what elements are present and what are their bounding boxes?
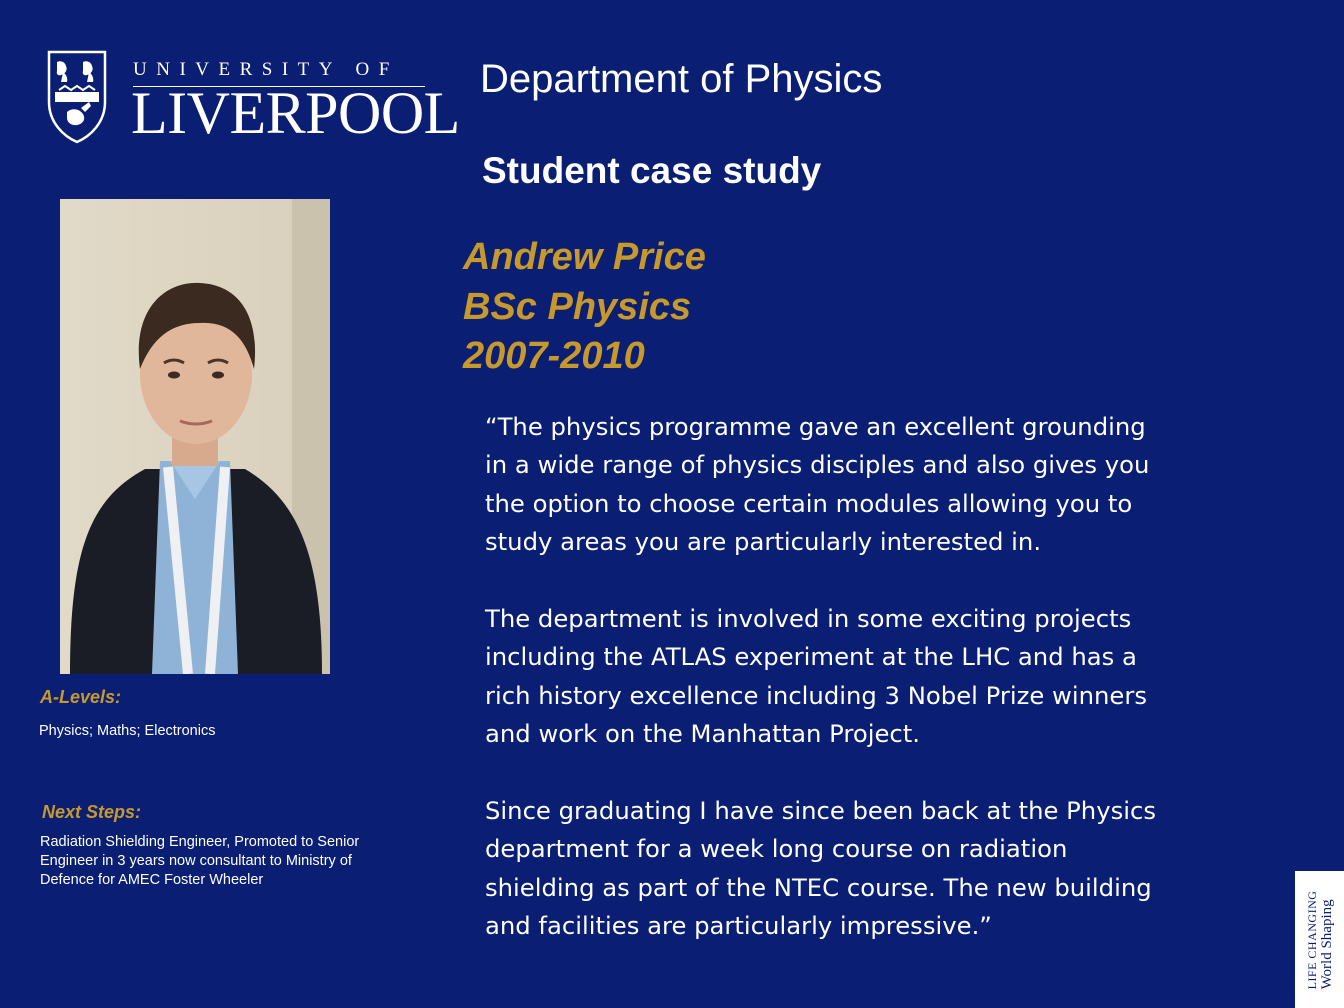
- page-title: Department of Physics: [480, 57, 883, 101]
- student-years: 2007-2010: [463, 335, 645, 377]
- quote-line: study areas you are particularly interested in.: [485, 527, 1042, 557]
- quote-line: department for a week long course on radiation: [485, 834, 1068, 864]
- student-name: Andrew Price: [463, 236, 706, 278]
- next-steps-line: Radiation Shielding Engineer, Promoted to Senior: [40, 834, 360, 850]
- university-logo: [47, 50, 460, 146]
- next-steps-line: Engineer in 3 years now consultant to Ministry of: [40, 853, 352, 869]
- quote-line: shielding as part of the NTEC course. The new building: [485, 872, 1152, 902]
- next-steps-text: [40, 833, 440, 890]
- quote-line: “The physics programme gave an excellent grounding: [485, 412, 1146, 441]
- quote-line: The department is involved in some exciting projects: [485, 604, 1132, 634]
- life-changing-badge: [1295, 871, 1344, 1008]
- paragraph-gap: [485, 562, 1205, 600]
- next-steps-line: Defence for AMEC Foster Wheeler: [40, 872, 264, 888]
- testimonial-quote: [485, 408, 1205, 946]
- crest-shield-icon: [47, 50, 107, 144]
- liverpool-wordmark: LIVERPOOL: [131, 80, 460, 146]
- quote-line: and facilities are particularly impressive.”: [485, 911, 992, 941]
- university-of-text: UNIVERSITY OF: [133, 59, 399, 80]
- next-steps-label: Next Steps:: [42, 802, 142, 822]
- a-levels-value: Physics; Maths; Electronics: [39, 723, 216, 739]
- student-degree: BSc Physics: [463, 285, 692, 328]
- badge-line-1: LIFE CHANGING: [1304, 890, 1319, 989]
- quote-line: the option to choose certain modules allowing you to: [485, 488, 1133, 518]
- quote-line: Since graduating I have since been back at the Physics: [485, 796, 1156, 826]
- quote-line: rich history excellence including 3 Nobel Prize winners: [485, 680, 1148, 710]
- page-subtitle: Student case study: [482, 150, 822, 191]
- quote-line: and work on the Manhattan Project.: [485, 719, 920, 749]
- quote-line: including the ATLAS experiment at the LHC and has a: [485, 642, 1137, 672]
- student-photo: [60, 199, 330, 674]
- quote-line: in a wide range of physics disciples and also gives you: [485, 450, 1150, 480]
- badge-line-2: World Shaping: [1318, 898, 1335, 989]
- paragraph-gap: [485, 754, 1205, 792]
- a-levels-label: A-Levels:: [40, 687, 122, 707]
- student-info: [463, 233, 706, 382]
